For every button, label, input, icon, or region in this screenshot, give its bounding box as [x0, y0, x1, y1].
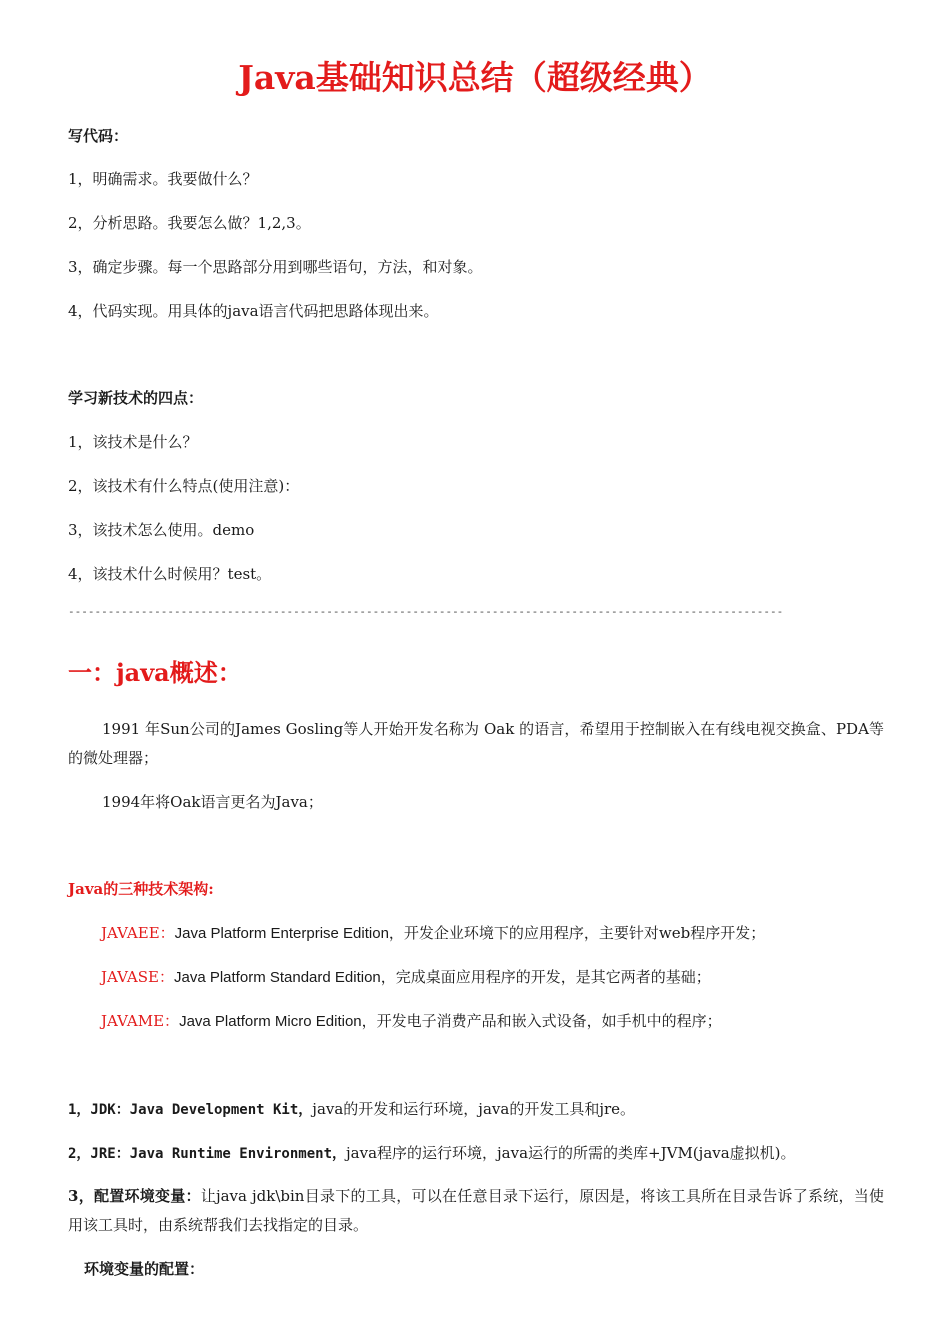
intro-paragraph: 1991 年Sun公司的James Gosling等人开始开发名称为 Oak 的语言，希望用于控制嵌入在有线电视交换盒、PDA等的微处理器； — [68, 720, 884, 767]
write-code-item: 2，分析思路。我要怎么做？1,2,3。 — [68, 214, 311, 232]
arch-heading: Java的三种技术架构: — [68, 880, 214, 898]
learn-new-item: 3，该技术怎么使用。demo — [68, 521, 255, 539]
divider-line: ------------------------------------------------------------------------------------------------------------ — [68, 605, 784, 618]
env-config-heading: 环境变量的配置： — [84, 1260, 205, 1278]
write-code-item: 1，明确需求。我要做什么？ — [68, 170, 258, 188]
learn-new-item: 1，该技术是什么？ — [68, 433, 198, 451]
arch-item-javame — [101, 1011, 722, 1032]
jre-label: 2，JRE：Java Runtime Environment， — [68, 1146, 347, 1162]
learn-new-item: 4，该技术什么时候用？test。 — [68, 565, 272, 583]
arch-item-javase — [101, 967, 711, 988]
arch-label: JAVAEE： — [101, 924, 175, 942]
env-desc: 让java jdk\bin目录下的工具，可以在任意目录下运行，原因是，将该工具所在目录告诉了系统，当使用该工具时，由系统帮我们去找指定的目录。 — [68, 1187, 884, 1234]
jdk-label: 1，JDK：Java Development Kit， — [68, 1102, 313, 1118]
rename-paragraph: 1994年将Oak语言更名为Java； — [102, 793, 323, 811]
arch-label: JAVASE： — [101, 968, 174, 986]
arch-desc: ，完成桌面应用程序的开发，是其它两者的基础； — [380, 968, 711, 986]
write-code-item: 4，代码实现。用具体的java语言代码把思路体现出来。 — [68, 302, 439, 320]
arch-name: Java Platform Enterprise Edition — [174, 925, 389, 942]
jdk-line — [68, 1099, 635, 1120]
arch-desc: ，开发电子消费产品和嵌入式设备，如手机中的程序； — [361, 1012, 722, 1030]
arch-item-javaee — [101, 923, 765, 944]
arch-name: Java Platform Micro Edition — [179, 1013, 362, 1030]
section-heading: 一：java概述： — [68, 658, 242, 687]
env-paragraph — [68, 1182, 884, 1240]
page-title: Java基础知识总结（超级经典） — [238, 58, 712, 97]
env-label: 3，配置环境变量： — [68, 1187, 201, 1205]
arch-name: Java Platform Standard Edition — [173, 969, 381, 986]
write-code-item: 3，确定步骤。每一个思路部分用到哪些语句，方法，和对象。 — [68, 258, 483, 276]
jdk-desc: java的开发和运行环境，java的开发工具和jre。 — [312, 1100, 636, 1118]
jre-line — [68, 1143, 796, 1164]
write-code-heading: 写代码： — [68, 127, 129, 145]
arch-label: JAVAME： — [101, 1012, 180, 1030]
learn-new-item: 2，该技术有什么特点(使用注意)： — [68, 477, 300, 495]
learn-new-heading: 学习新技术的四点： — [68, 389, 204, 407]
arch-desc: ，开发企业环境下的应用程序，主要针对web程序开发； — [388, 924, 766, 942]
jre-desc: java程序的运行环境，java运行的所需的类库+JVM(java虚拟机)。 — [346, 1144, 796, 1162]
